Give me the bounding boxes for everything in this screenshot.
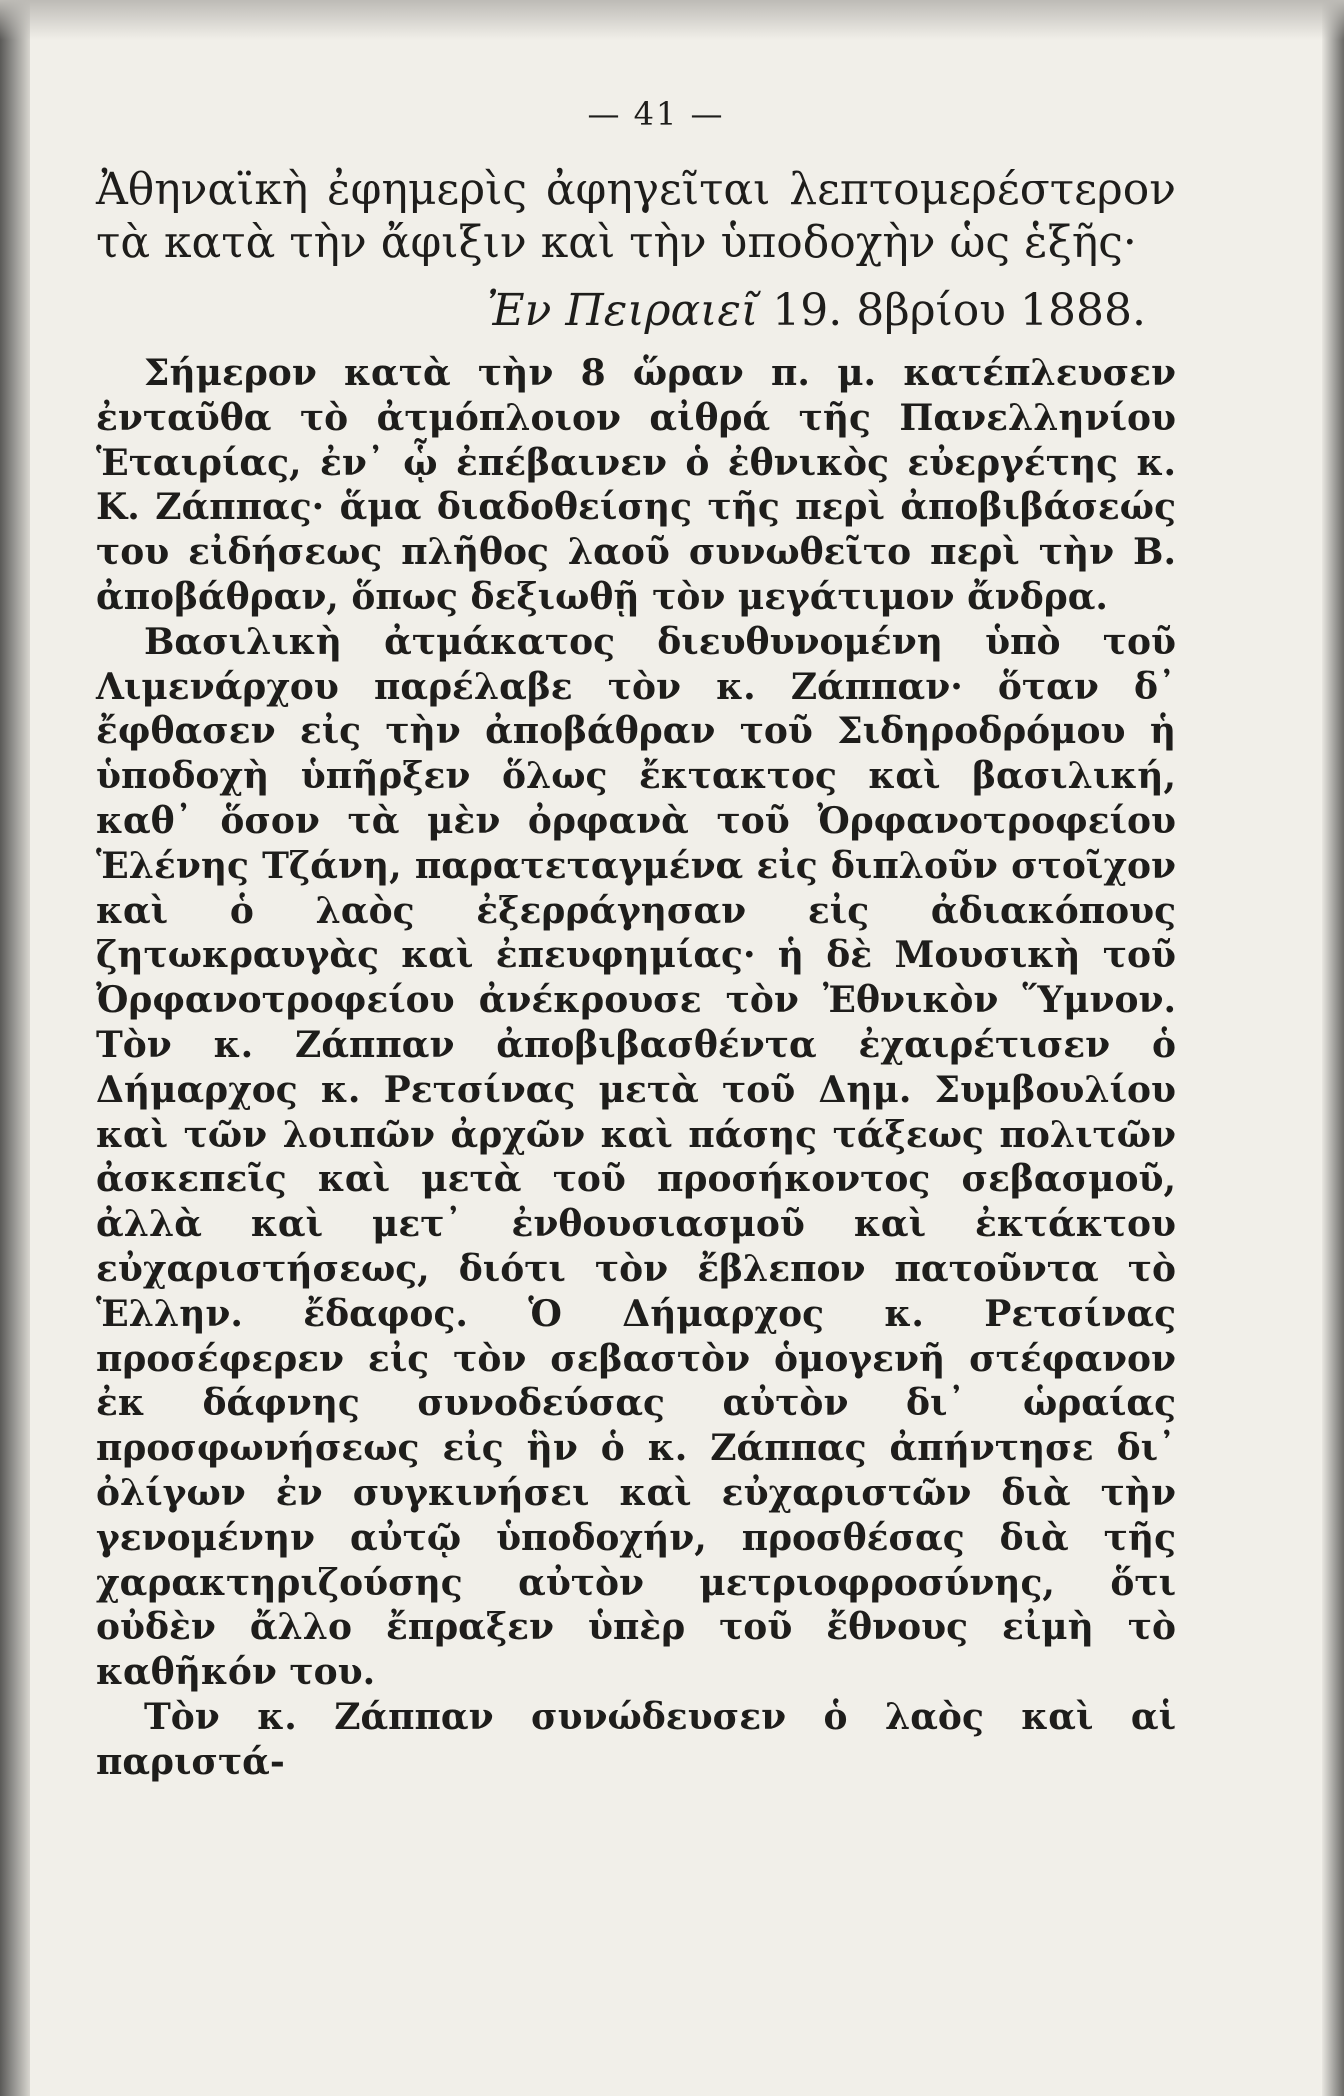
paragraph-arrival: Σήμερον κατὰ τὴν 8 ὥραν π. μ. κατέπλευσεν ἐνταῦθα τὸ ἀτμόπλοιον αἰθρά τῆς Πανελληνίου Ἑταιρίας, ἐν᾿ ᾧ ἐπέβαινεν ὁ ἐθνικὸς εὐεργέτης κ. Κ. Ζάππας· ἅμα διαδοθείσης τῆς περὶ ἀποβιβάσεώς του εἰδήσεως πλῆθος λαοῦ συνωθεῖτο περὶ τὴν Β. ἀποβάθραν, ὅπως δεξιωθῇ τὸν μεγάτιμον ἄνδρα. (96, 352, 1176, 618)
scan-shadow-top (0, 0, 1344, 40)
paragraph-reception: Βασιλικὴ ἀτμάκατος διευθυνομένη ὑπὸ τοῦ Λιμενάρχου παρέλαβε τὸν κ. Ζάππαν· ὅταν δ᾿ ἔφθασεν εἰς τὴν ἀποβάθραν τοῦ Σιδηροδρόμου ἡ ὑποδοχὴ ὑπῆρξεν ὅλως ἔκτακτος καὶ βασιλική, καθ᾿ ὅσον τὰ μὲν ὀρφανὰ τοῦ Ὀρφανοτροφείου Ἑλένης Τζάνη, παρατεταγμένα εἰς διπλοῦν στοῖχον καὶ ὁ λαὸς ἐξερράγησαν εἰς ἀδιακόπους ζητωκραυγὰς καὶ ἐπευφημίας· ἡ δὲ Μουσικὴ τοῦ Ὀρφανοτροφείου ἀνέκρουσε τὸν Ἐθνικὸν Ὕμνον. Τὸν κ. Ζάππαν ἀποβιβασθέντα ἐχαιρέτισεν ὁ Δήμαρχος κ. Ρετσίνας μετὰ τοῦ Δημ. Συμβουλίου καὶ τῶν λοιπῶν ἀρχῶν καὶ πάσης τάξεως πολιτῶν ἀσκεπεῖς καὶ μετὰ τοῦ προσήκοντος σεβασμοῦ, ἀλλὰ καὶ μετ᾿ ἐνθουσιασμοῦ καὶ ἐκτάκτου εὐχαριστήσεως, διότι τὸν ἔβλεπον πατοῦντα τὸ Ἑλλην. ἔδαφος. Ὁ Δήμαρχος κ. Ρετσίνας προσέφερεν εἰς τὸν σεβαστὸν ὁμογενῆ στέφανον ἐκ δάφνης συνοδεύσας αὐτὸν δι᾿ ὡραίας προσφωνήσεως εἰς ἣν ὁ κ. Ζάππας ἀπήντησε δι᾿ ὀλίγων ἐν συγκινήσει καὶ εὐχαριστῶν διὰ τὴν γενομένην αὐτῷ ὑποδοχήν, προσθέσας διὰ τῆς χαρακτηριζούσης αὐτὸν μετριοφροσύνης, ὅτι οὐδὲν ἄλλο ἔπραξεν ὑπὲρ τοῦ ἔθνους εἰμὴ τὸ καθῆκόν του. (96, 620, 1176, 1694)
book-page (96, 95, 1176, 1785)
scan-shadow-right (1322, 0, 1344, 2096)
scan-shadow-left (0, 0, 30, 2096)
paragraph-continuation: Τὸν κ. Ζάππαν συνώδευσεν ὁ λαὸς καὶ αἱ παριστά- (96, 1695, 1176, 1783)
dateline-place: Ἐν Πειραιεῖ (487, 285, 759, 336)
dateline-date: 19. 8βρίου 1888. (772, 285, 1146, 336)
page-number: — 41 — (587, 95, 725, 133)
dateline (96, 281, 1176, 341)
intro-text: Ἀθηναϊκὴ ἐφημερὶς ἀφηγεῖται λεπτομερέστερον τὰ κατὰ τὴν ἄφιξιν καὶ τὴν ὑποδοχὴν ὡς ἑξῆς· (96, 164, 1176, 268)
